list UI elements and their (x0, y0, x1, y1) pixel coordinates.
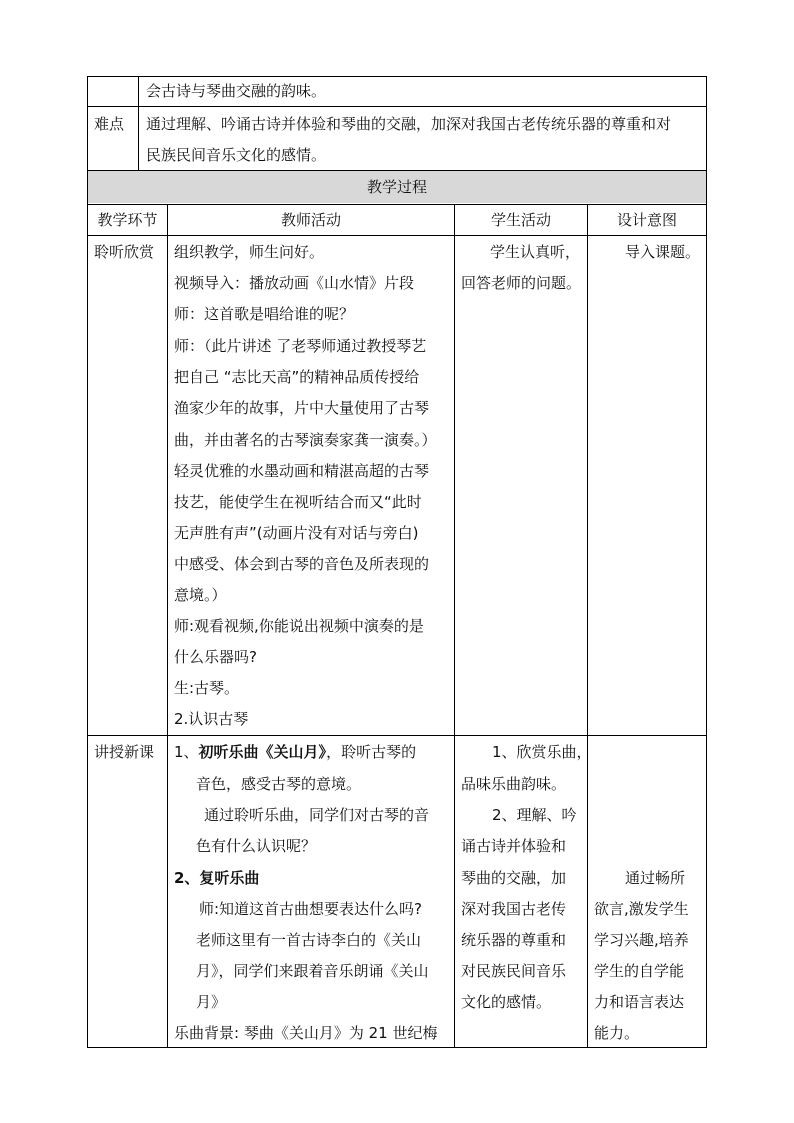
teacher-line: 2.认识古琴 (174, 710, 249, 728)
student-line: 1、欣赏乐曲， (492, 743, 592, 761)
teacher-line: 技艺，能使学生在视听结合而又“此时 (174, 493, 422, 511)
difficulty-text-line: 通过理解、吟诵古诗并体验和琴曲的交融，加深对我国古老传统乐器的尊重和对 (146, 115, 672, 133)
teacher-line: 意境。） (174, 586, 227, 604)
student-line: 琴曲的交融，加 (461, 869, 567, 887)
student-line: 学生认真听， (490, 243, 581, 261)
teacher-line: 色有什么认识呢？ (196, 837, 317, 855)
rule (87, 204, 707, 205)
step-number: 1、 (174, 743, 199, 761)
teacher-line: 乐曲背景: 琴曲《关山月》为 21 世纪梅 (174, 1024, 438, 1042)
step-text: ，聆听古琴的 (326, 743, 417, 761)
teacher-line: 音色，感受古琴的意境。 (196, 775, 362, 793)
intent-line: 学习兴趣,培养 (594, 931, 689, 949)
teacher-line: 中感受、体会到古琴的音色及所表现的 (174, 555, 430, 573)
teacher-line: 通过聆听乐曲，同学们对古琴的音 (204, 806, 430, 824)
rule (706, 76, 707, 1048)
step-heading: 2、复听乐曲 (174, 869, 260, 887)
teacher-line: 月》，同学们来跟着音乐朗诵《关山 (196, 962, 429, 980)
teacher-line: 师：（此片讲述 了老琴师通过教授琴艺 (174, 337, 427, 355)
teacher-line: 组织教学，师生问好。 (174, 243, 325, 261)
teacher-line: 曲，并由著名的古琴演奏家龚一演奏。） (174, 431, 437, 449)
student-line: 2、理解、吟 (492, 806, 577, 824)
objective-continued: 会古诗与琴曲交融的韵味。 (146, 82, 327, 100)
step-title: 初听乐曲《关山月》 (198, 743, 327, 761)
intent-text: 导入课题。 (625, 243, 701, 261)
student-line: 回答老师的问题。 (461, 274, 582, 292)
student-line: 对民族民间音乐 (461, 962, 567, 980)
rule (87, 76, 707, 77)
difficulty-text-line: 民族民间音乐文化的感情。 (146, 146, 327, 164)
process-title: 教学过程 (366, 178, 427, 196)
teacher-line: 生:古琴。 (174, 679, 240, 697)
teacher-line: 师：这首歌是唱给谁的呢？ (174, 305, 355, 323)
intent-line: 力和语言表达 (594, 993, 685, 1011)
intent-line: 学生的自学能 (594, 962, 685, 980)
rule (167, 204, 168, 1048)
rule (87, 235, 707, 236)
rule (454, 204, 455, 1048)
teacher-line: 轻灵优雅的水墨动画和精湛高超的古琴 (174, 462, 430, 480)
rule (87, 735, 707, 736)
header-student: 学生活动 (490, 211, 551, 229)
teacher-line: 把自己 “志比天高”的精神品质传授给 (174, 368, 420, 386)
intent-line: 通过畅所 (625, 869, 686, 887)
student-line: 品味乐曲韵味。 (461, 775, 567, 793)
teacher-line: 师:观看视频,你能说出视频中演奏的是 (174, 617, 424, 635)
rule (87, 1047, 707, 1048)
rule (138, 76, 139, 171)
teacher-line (174, 743, 416, 761)
teacher-line: 月》 (196, 993, 227, 1011)
teacher-line: 无声胜有声”(动画片没有对话与旁白) (174, 524, 419, 542)
student-line: 诵古诗并体验和 (461, 837, 567, 855)
intent-line: 欲言,激发学生 (594, 900, 689, 918)
rule (587, 204, 588, 1048)
teacher-line: 渔家少年的故事，片中大量使用了古琴 (174, 399, 430, 417)
header-stage: 教学环节 (97, 211, 158, 229)
student-line: 文化的感情。 (461, 993, 552, 1011)
teacher-line: 什么乐器吗? (174, 648, 257, 666)
rule (87, 106, 707, 107)
intent-line: 能力。 (594, 1024, 640, 1042)
header-teacher: 教师活动 (280, 211, 341, 229)
rule (87, 170, 707, 171)
teacher-line: 视频导入：播放动画《山水情》片段 (174, 274, 415, 292)
header-intent: 设计意图 (616, 211, 677, 229)
stage-lecture: 讲授新课 (94, 743, 155, 761)
stage-listen: 聆听欣赏 (94, 243, 155, 261)
teacher-line: 师:知道这首古曲想要表达什么吗? (199, 900, 423, 918)
teacher-line: 老师这里有一首古诗李白的《关山 (196, 931, 422, 949)
student-line: 统乐器的尊重和 (461, 931, 567, 949)
difficulty-label: 难点 (94, 115, 125, 133)
student-line: 深对我国古老传 (461, 900, 567, 918)
